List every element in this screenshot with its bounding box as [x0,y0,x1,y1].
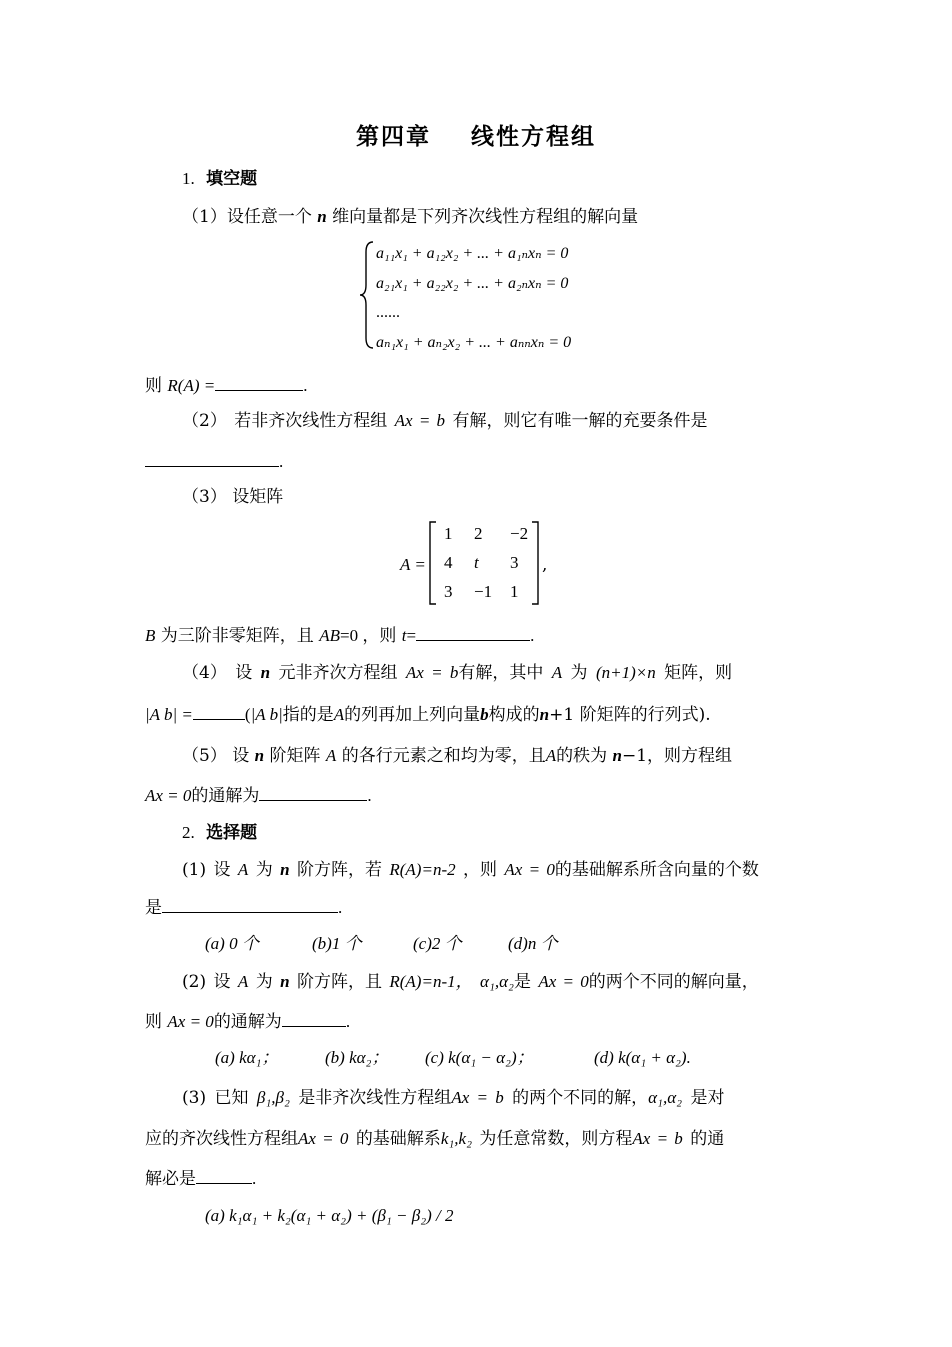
answer-blank[interactable] [196,1167,252,1184]
q1-5-text-d: 的秩为 [556,746,608,766]
matrix-cell: t [474,553,479,572]
a-var: A [325,746,337,765]
a-var: A [237,972,249,991]
q2-3-text-a: (3) 已知 [182,1088,249,1108]
n-var: n [280,860,290,879]
matrix-cell: 3 [444,582,453,601]
ax0-expr: Ax = 0 [298,1129,349,1148]
equation-line-2: a₂₁x₁ + a₂₂x₂ + ... + a₂ₙxₙ = 0 [376,275,569,292]
q2-3-option-a[interactable]: (a) k₁α₁ + k₂(α₁ + α₂) + (β₁ − β₂) / 2 [205,1206,454,1225]
q1-3-eq0: =0 ，则 [339,626,397,645]
q1-4-text-e: 矩阵，则 [664,663,733,683]
period: . [367,786,372,805]
q2-3-statement-cont [145,1128,724,1150]
n-var-2: n [539,705,550,724]
ks-expr: k₁,k₂ [440,1129,472,1148]
q1-2-text-b: 有解，则它有唯一解的充要条件是 [452,411,708,431]
q2-1-text-a: (1) 设 [182,860,231,880]
alphas-expr: α₁,α₂ [480,972,514,991]
q2-1-option-c[interactable]: (c)2 个 [413,934,462,953]
answer-blank[interactable] [259,784,367,801]
matrix-cell: 2 [474,524,483,543]
matrix-cell: 4 [444,553,453,572]
section-2-heading [182,822,257,844]
q1-3-statement: （3） 设矩阵 [182,487,284,507]
det-expr-2: |A b| [250,705,283,724]
n-var: n [280,972,290,991]
n-var-2: n [612,746,622,765]
period: . [303,376,308,395]
q2-2-option-c[interactable]: (c) k(α₁ − α₂)； [425,1048,534,1067]
det-expr: |A b| = [145,705,193,724]
matrix-cell: −2 [510,524,529,543]
section-2-title: 选择题 [206,823,258,843]
q2-3-text-c: 的两个不同的解， [512,1088,649,1108]
q1-3-text: 为三阶非零矩阵，且 [160,626,314,646]
period: . [252,1169,257,1188]
q1-4-text-i: +1 阶矩阵的行列式). [549,705,711,725]
axb-expr-2: Ax = b [632,1129,683,1148]
q2-1-option-a[interactable]: (a) 0 个 [205,934,259,953]
q1-4-text-d: 为 [570,663,588,683]
answer-blank[interactable] [416,624,530,641]
q2-1-option-b[interactable]: (b)1 个 [312,934,362,953]
q2-3-text-e: 应的齐次线性方程组 [145,1129,298,1149]
period: . [338,898,343,917]
ax0-expr: Ax = 0 [504,860,555,879]
q2-2-option-d[interactable]: (d) k(α₁ + α₂). [594,1048,691,1067]
q2-2-text-g: 的通解为 [213,1012,282,1032]
q1-1-n: n [317,207,327,226]
ab-expr: AB [319,626,340,645]
q2-3-text-h: 的通 [690,1129,725,1149]
rank-expr: R(A)=n-1， [389,972,473,991]
q1-4-answer-line [145,703,711,726]
a-var: A [237,860,249,879]
a-var-2: A [333,705,345,724]
q1-4-text-g: 的列再加上列向量 [344,705,481,725]
ax0-expr-2: Ax = 0 [167,1012,214,1031]
q2-2-text-e: 的两个不同的解向量， [588,972,759,992]
q2-1-text-d: ，则 [463,860,498,880]
ax0-expr: Ax = 0 [538,972,589,991]
q2-1-text-b: 为 [255,860,273,880]
q2-2-text-b: 为 [255,972,273,992]
q2-2-text-d: 是 [513,972,531,992]
q2-2-option-a[interactable]: (a) kα₁； [215,1048,279,1067]
q2-3-answer-line [145,1167,256,1190]
q1-1-text: （1）设任意一个 [182,207,312,227]
q1-2-statement [182,410,707,432]
matrix-cell: 1 [444,524,453,543]
q1-4-text-c: 有解，其中 [458,663,544,683]
t-eq: = [406,626,417,645]
answer-blank[interactable] [145,450,279,467]
axb-expr: Ax = b [405,663,459,682]
alphas-expr: α₁,α₂ [648,1088,683,1107]
page-title: 第四章 线性方程组 [355,123,597,150]
equation-line-4: aₙ₁x₁ + aₙ₂x₂ + ... + aₙₙxₙ = 0 [376,334,572,351]
a-var-2: A [545,746,557,765]
q1-2-answer-line [145,450,283,473]
betas-expr: β₁,β₂ [256,1088,290,1107]
matrix-b-label: B [145,626,156,645]
matrix-cell: −1 [474,582,493,601]
q1-1-statement [182,206,638,228]
q1-4-text-h: 构成的 [488,705,540,725]
n-var: n [260,663,271,682]
q1-5-statement [182,745,732,767]
axb-expr: Ax = b [451,1088,504,1107]
q1-2-expr: Ax = b [394,411,446,430]
q1-4-text-f: 指的是 [282,705,334,725]
section-2-number: 2. [182,823,195,842]
q2-3-text-g: 为任意常数，则方程 [479,1129,633,1149]
paren-open: ( [244,705,251,724]
equation-line-1: a₁₁x₁ + a₁₂x₂ + ... + a₁ₙxₙ = 0 [376,245,569,262]
q2-2-text-c: 阶方阵，且 [296,972,382,992]
q2-3-text-i: 解必是 [145,1169,196,1189]
section-1-heading [182,168,257,190]
q2-1-text-f: 是 [145,898,162,918]
q1-5-text-f: 的通解为 [191,786,260,806]
answer-blank[interactable] [162,896,338,913]
q2-2-statement [182,971,759,993]
q1-1-text-b: 维向量都是下列齐次线性方程组的解向量 [332,207,639,227]
q1-5-answer-line [145,784,372,807]
matrix-comma: , [542,555,548,575]
q2-3-statement [182,1087,724,1109]
ax0-expr: Ax = 0 [145,786,192,805]
q1-1-then: 则 [145,376,162,396]
q2-1-text-c: 阶方阵，若 [296,860,382,880]
q2-1-statement [182,859,759,881]
q2-2-text-f: 则 [145,1012,162,1032]
period: . [279,452,284,471]
answer-blank[interactable] [215,374,303,391]
answer-blank[interactable] [282,1010,346,1027]
q1-2-text: （2） 若非齐次线性方程组 [182,411,388,431]
q2-1-answer-line [145,896,342,919]
q1-5-text-b: 阶矩阵 [269,746,321,766]
period: . [345,1012,351,1031]
period: . [530,626,535,645]
q2-2-text-a: (2) 设 [182,972,231,992]
q2-3-text-b: 是非齐次线性方程组 [298,1088,452,1108]
dims-expr: (n+1)×n [595,663,656,682]
q1-4-text-b: 元非齐次方程组 [278,663,398,683]
q2-2-answer-line [145,1010,350,1033]
matrix-lhs: A = [400,555,426,574]
q2-3-text-f: 的基础解系 [355,1129,441,1149]
q1-1-rank-expr: R(A) = [167,376,216,395]
q1-1-answer-line [145,374,307,397]
q1-4-text-a: （4） 设 [182,663,253,683]
q1-4-statement [182,662,732,684]
q2-1-text-e: 的基础解系所含向量的个数 [554,860,759,880]
section-1-number: 1. [182,169,195,188]
equation-system-brace [358,240,378,350]
matrix-cell: 1 [510,582,519,601]
q2-1-option-d[interactable]: (d)n 个 [508,934,558,953]
section-1-title: 填空题 [206,169,258,189]
q1-5-text-e: −1，则方程组 [621,746,733,766]
q1-5-text-c: 的各行元素之和均为零，且 [341,746,546,766]
t-var: t [401,626,407,645]
rank-expr: R(A)=n-2 [389,860,456,879]
a-var: A [551,663,563,682]
q1-5-text-a: （5） 设 [182,746,250,766]
answer-blank[interactable] [193,703,245,720]
q1-3-condition [145,624,534,647]
matrix-cell: 3 [510,553,519,572]
b-vector: b [480,705,489,724]
n-var: n [254,746,265,765]
q2-3-text-d: 是对 [690,1088,725,1108]
q2-2-option-b[interactable]: (b) kα₂； [325,1048,389,1067]
equation-line-3: ...... [376,304,400,321]
